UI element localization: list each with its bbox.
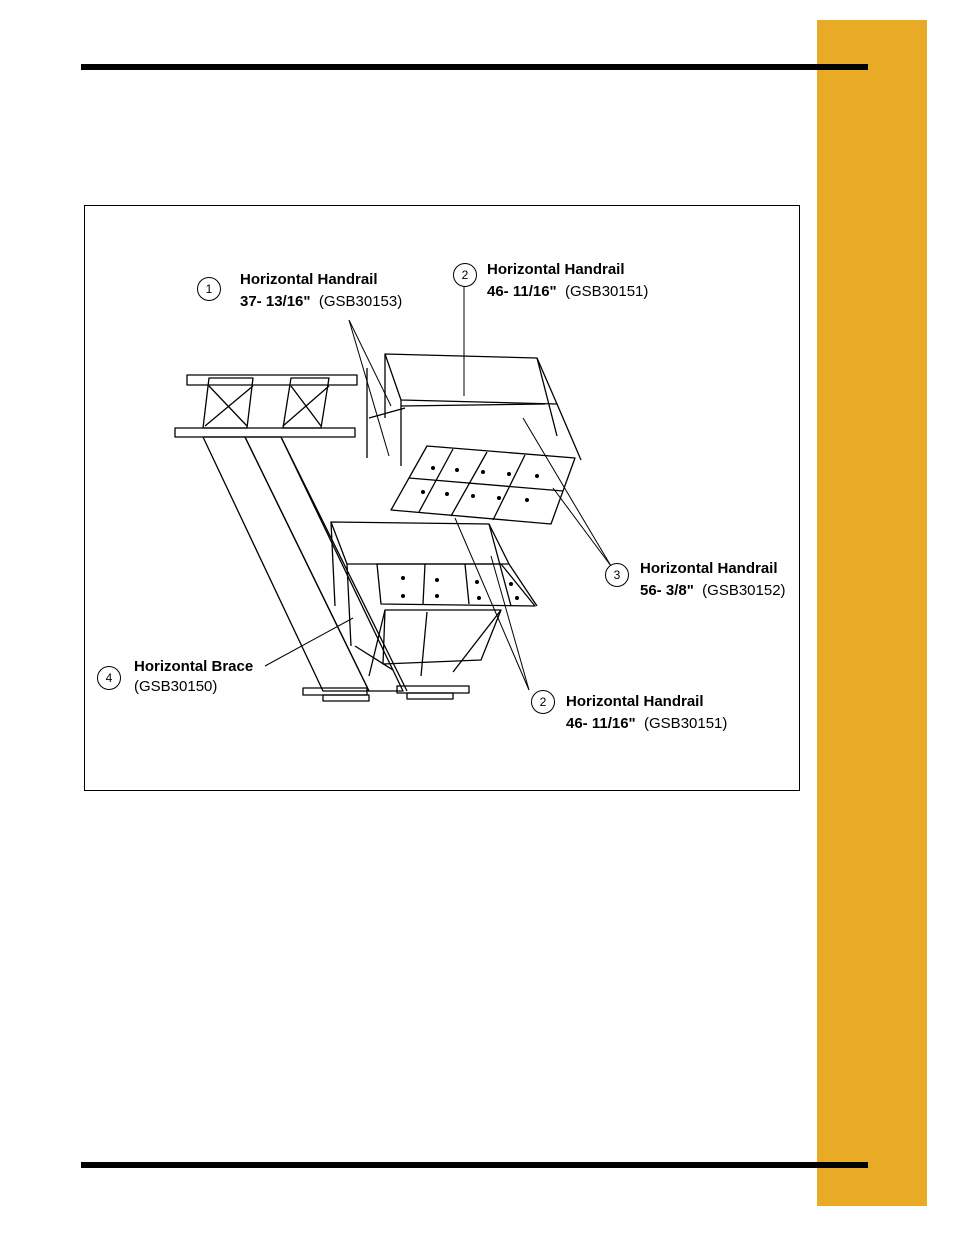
callout-label	[240, 269, 402, 313]
callout-part: (GSB30151)	[644, 715, 728, 732]
callout-size: 46- 11/16"	[487, 283, 557, 300]
callout-part: (GSB30152)	[702, 582, 786, 599]
callout-size: 46- 11/16"	[566, 715, 636, 732]
callout-label	[566, 691, 727, 735]
callout-number: 3	[605, 563, 629, 587]
callout-part: (GSB30153)	[318, 293, 403, 310]
footer-rule	[81, 1162, 868, 1168]
callout-number: 1	[197, 277, 221, 301]
callout-number: 2	[453, 263, 477, 287]
callout-label	[134, 657, 253, 697]
figure-frame	[84, 205, 800, 791]
callout-size: 37- 13/16"	[240, 293, 311, 310]
callout-title: Horizontal Handrail	[240, 271, 378, 288]
callout-number: 2	[531, 690, 555, 714]
callout-part: (GSB30150)	[134, 678, 218, 695]
callout-number: 4	[97, 666, 121, 690]
side-tab	[817, 20, 927, 1206]
callout-size: 56- 3/8"	[640, 582, 694, 599]
callout-title: Horizontal Handrail	[566, 693, 704, 710]
callout-title: Horizontal Handrail	[640, 560, 778, 577]
header-rule	[81, 64, 868, 70]
callout-label	[640, 558, 786, 602]
callout-title: Horizontal Brace	[134, 658, 254, 675]
callout-label	[487, 259, 648, 303]
callout-title: Horizontal Handrail	[487, 261, 625, 278]
callout-part: (GSB30151)	[565, 283, 649, 300]
